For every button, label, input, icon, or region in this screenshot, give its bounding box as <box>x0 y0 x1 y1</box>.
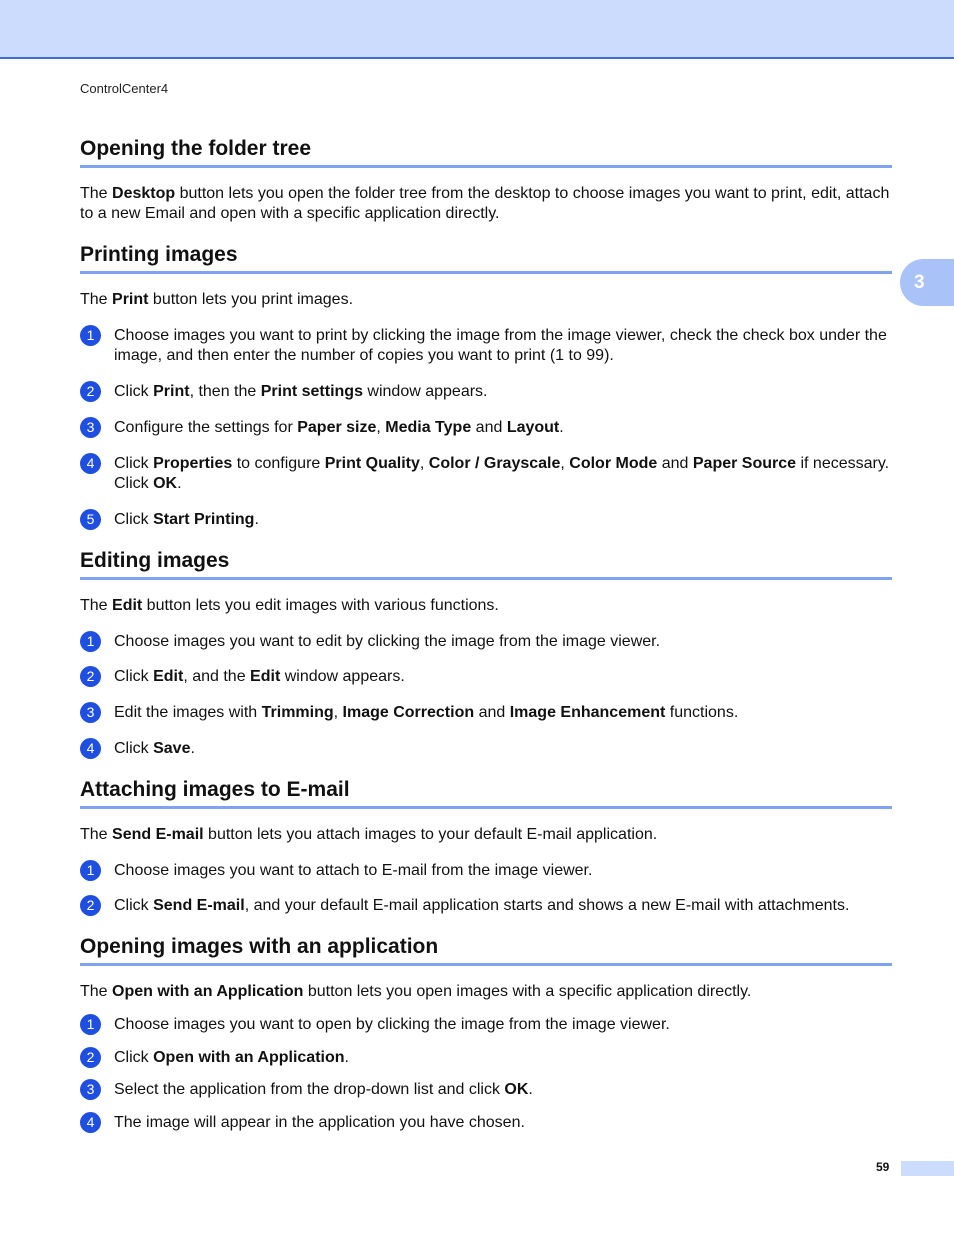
bold-term: Color / Grayscale <box>428 455 561 472</box>
text-run: , and your default E-mail application starts and shows a new E-mail with attachments. <box>244 897 850 914</box>
bold-term: Image Enhancement <box>509 704 666 721</box>
step-number-badge: 2 <box>80 381 101 402</box>
text-run: Click <box>114 668 154 685</box>
text-run: Click <box>114 740 154 757</box>
text-run: Edit the images with <box>114 704 262 721</box>
step-number-badge: 2 <box>80 666 101 687</box>
text-run: The <box>80 597 113 614</box>
step-number-badge: 5 <box>80 509 101 530</box>
footer-bar <box>901 1161 954 1176</box>
bold-term: Save <box>153 740 191 757</box>
step-item <box>80 510 892 530</box>
text-run: . <box>254 511 259 528</box>
section-attaching-email <box>80 777 892 916</box>
section-heading: Printing images <box>80 242 892 274</box>
step-text <box>114 704 738 721</box>
step-list <box>80 1015 892 1133</box>
step-item <box>80 326 892 366</box>
step-number-badge: 4 <box>80 453 101 474</box>
text-run: , <box>376 419 386 436</box>
step-item <box>80 1080 892 1100</box>
section-heading: Opening images with an application <box>80 934 892 966</box>
section-intro <box>80 982 892 1002</box>
text-run: and <box>474 704 510 721</box>
text-run: The <box>80 185 113 202</box>
step-item <box>80 1113 892 1133</box>
step-number-badge: 2 <box>80 895 101 916</box>
section-intro <box>80 596 892 616</box>
text-run: Click <box>114 383 154 400</box>
step-text <box>114 327 887 364</box>
step-number-badge: 3 <box>80 1079 101 1100</box>
text-run: The <box>80 983 113 1000</box>
section-editing-images <box>80 548 892 759</box>
text-run: if necessary. Click <box>114 455 890 492</box>
text-run: Choose images you want to attach to E-mail from the image viewer. <box>114 862 593 879</box>
step-text <box>114 1114 525 1131</box>
text-run: button lets you open images with a specific application directly. <box>303 983 752 1000</box>
text-run: Choose images you want to edit by clicking the image from the image viewer. <box>114 633 661 650</box>
text-run: , <box>560 455 570 472</box>
running-head: ControlCenter4 <box>80 81 169 96</box>
text-run: Click <box>114 897 154 914</box>
section-printing-images <box>80 242 892 530</box>
step-text <box>114 1049 349 1066</box>
step-number-badge: 1 <box>80 631 101 652</box>
text-run: button lets you edit images with various functions. <box>142 597 499 614</box>
step-number-badge: 1 <box>80 325 101 346</box>
text-run: The image will appear in the application you have chosen. <box>114 1114 525 1131</box>
bold-term: OK <box>153 475 178 492</box>
text-run: window appears. <box>362 383 488 400</box>
step-text <box>114 668 405 685</box>
bold-term: OK <box>504 1081 529 1098</box>
step-text <box>114 419 564 436</box>
text-run: Select the application from the drop-down list and click <box>114 1081 505 1098</box>
bold-term: Send E-mail <box>153 897 245 914</box>
section-intro <box>80 825 892 845</box>
bold-term: Print settings <box>260 383 363 400</box>
step-text <box>114 897 849 914</box>
step-item <box>80 418 892 438</box>
bold-term: Edit <box>112 597 143 614</box>
bold-term: Media Type <box>385 419 472 436</box>
text-run: , then the <box>189 383 261 400</box>
step-item <box>80 861 892 881</box>
step-list <box>80 632 892 759</box>
section-opening-with-application <box>80 934 892 1133</box>
bold-term: Print <box>153 383 190 400</box>
bold-term: Layout <box>506 419 560 436</box>
text-run: , <box>333 704 343 721</box>
text-run: . <box>528 1081 533 1098</box>
step-item <box>80 896 892 916</box>
step-number-badge: 1 <box>80 1014 101 1035</box>
text-run: . <box>177 475 182 492</box>
step-text <box>114 740 195 757</box>
bold-term: Image Correction <box>342 704 475 721</box>
step-item <box>80 454 892 494</box>
text-run: window appears. <box>280 668 405 685</box>
step-item <box>80 1015 892 1035</box>
text-run: to configure <box>232 455 325 472</box>
text-run: , <box>419 455 429 472</box>
step-text <box>114 862 592 879</box>
bold-term: Desktop <box>112 185 176 202</box>
step-text <box>114 633 660 650</box>
bold-term: Open with an Application <box>112 983 304 1000</box>
text-run: functions. <box>665 704 739 721</box>
text-run: button lets you print images. <box>148 291 354 308</box>
step-number-badge: 1 <box>80 860 101 881</box>
bold-term: Paper size <box>297 419 377 436</box>
step-item <box>80 632 892 652</box>
step-text <box>114 383 487 400</box>
text-run: Choose images you want to print by clicking the image from the image viewer, check the check box under the image, and then enter the number of copies you want to print (1 to 99). <box>114 327 887 364</box>
bold-term: Print Quality <box>324 455 420 472</box>
bold-term: Properties <box>153 455 233 472</box>
text-run: Choose images you want to open by clicking the image from the image viewer. <box>114 1016 670 1033</box>
section-heading: Attaching images to E-mail <box>80 777 892 809</box>
bold-term: Print <box>112 291 149 308</box>
bold-term: Edit <box>250 668 281 685</box>
text-run: . <box>344 1049 349 1066</box>
bold-term: Paper Source <box>692 455 797 472</box>
step-item <box>80 1048 892 1068</box>
step-text <box>114 1016 670 1033</box>
step-item <box>80 382 892 402</box>
step-text <box>114 455 889 492</box>
bold-term: Edit <box>153 668 184 685</box>
text-run: button lets you attach images to your default E-mail application. <box>203 826 658 843</box>
step-item <box>80 703 892 723</box>
step-number-badge: 4 <box>80 1112 101 1133</box>
section-intro <box>80 290 892 310</box>
step-number-badge: 4 <box>80 738 101 759</box>
text-run: The <box>80 291 113 308</box>
bold-term: Open with an Application <box>153 1049 345 1066</box>
text-run: button lets you open the folder tree from the desktop to choose images you want to print, edit, attach to a new Email and open with a specific application directly. <box>80 185 890 222</box>
text-run: and <box>657 455 693 472</box>
text-run: Click <box>114 1049 154 1066</box>
step-number-badge: 2 <box>80 1047 101 1068</box>
step-text <box>114 511 259 528</box>
chapter-tab: 3 <box>900 259 954 306</box>
bold-term: Color Mode <box>569 455 658 472</box>
text-run: , and the <box>183 668 251 685</box>
bold-term: Send E-mail <box>112 826 204 843</box>
header-band <box>0 0 954 59</box>
text-run: . <box>559 419 564 436</box>
step-list <box>80 326 892 530</box>
text-run: The <box>80 826 113 843</box>
step-item <box>80 739 892 759</box>
text-run: Configure the settings for <box>114 419 298 436</box>
page-number: 59 <box>876 1160 890 1174</box>
section-intro <box>80 184 892 224</box>
section-heading: Editing images <box>80 548 892 580</box>
bold-term: Trimming <box>261 704 334 721</box>
text-run: Click <box>114 511 154 528</box>
bold-term: Start Printing <box>153 511 255 528</box>
section-heading: Opening the folder tree <box>80 136 892 168</box>
text-run: . <box>190 740 195 757</box>
section-opening-folder-tree <box>80 136 892 224</box>
step-number-badge: 3 <box>80 702 101 723</box>
text-run: and <box>471 419 507 436</box>
step-text <box>114 1081 533 1098</box>
text-run: Click <box>114 455 154 472</box>
step-item <box>80 667 892 687</box>
step-list <box>80 861 892 916</box>
step-number-badge: 3 <box>80 417 101 438</box>
